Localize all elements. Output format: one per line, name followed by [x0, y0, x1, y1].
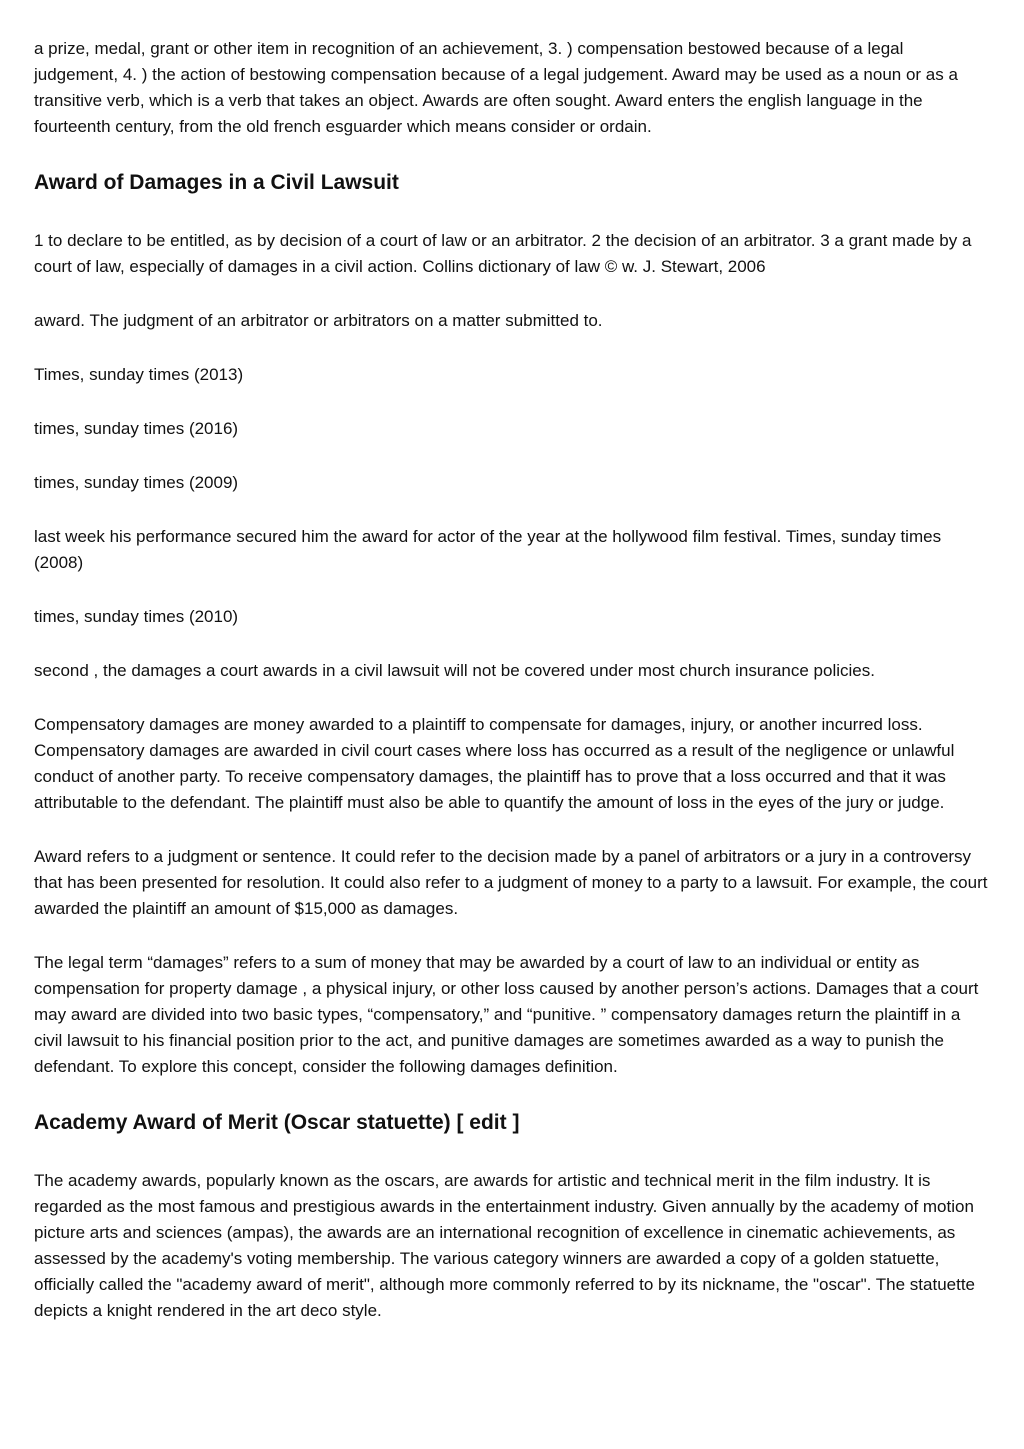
paragraph-definition: 1 to declare to be entitled, as by decision of a court of law or an arbitrator. 2 the decision of an arbitrator. 3 a grant made by a court of law, especially of damages in a civil action. Collins dictionary of law © w. J. Stewart, 2006: [34, 231, 972, 276]
citation-2016: times, sunday times (2016): [34, 419, 239, 438]
paragraph-compensatory-damages: Compensatory damages are money awarded to a plaintiff to compensate for damages, injury, or another incurred loss. Compensatory damages are awarded in civil court cases where loss has occurred as a result of the negligence or unlawful conduct of another party. To receive compensatory damages, the plaintiff has to prove that a loss occurred and that it was attributable to the defendant. The plaintiff must also be able to quantify the amount of loss in the eyes of the jury or judge.: [34, 715, 955, 812]
intro-paragraph: a prize, medal, grant or other item in recognition of an achievement, 3. ) compensation bestowed because of a legal judgement, 4. ) the action of bestowing compensation because of a legal judgement. Award may be used as a noun or as a transitive verb, which is a verb that takes an object. Awards are often sought. Award enters the english language in the fourteenth century, from the old french esguarder which means consider or ordain.: [34, 39, 958, 136]
paragraph-award-judgment: award. The judgment of an arbitrator or arbitrators on a matter submitted to.: [34, 311, 603, 330]
section-heading-damages: Award of Damages in a Civil Lawsuit: [34, 171, 399, 194]
citation-2013: Times, sunday times (2013): [34, 365, 244, 384]
section-heading-text: Academy Award of Merit (Oscar statuette): [34, 1111, 451, 1134]
paragraph-performance-2008: last week his performance secured him the award for actor of the year at the hollywood film festival. Times, sunday times (2008): [34, 527, 942, 572]
paragraph-award-judgment-sentence: Award refers to a judgment or sentence. It could refer to the decision made by a panel of arbitrators or a jury in a controversy that has been presented for resolution. It could also refer to a judgment of money to a party to a lawsuit. For example, the court awarded the plaintiff an amount of $15,000 as damages.: [34, 847, 988, 918]
paragraph-legal-term-damages: The legal term “damages” refers to a sum of money that may be awarded by a court of law to an individual or entity as compensation for property damage , a physical injury, or other loss caused by another person’s actions. Damages that a court may award are divided into two basic types, “compensatory,” and “punitive. ” compensatory damages return the plaintiff in a civil lawsuit to his financial position prior to the act, and punitive damages are sometimes awarded as a way to punish the defendant. To explore this concept, consider the following damages definition.: [34, 953, 979, 1076]
section-heading-academy-award: [34, 1108, 990, 1138]
citation-2009: times, sunday times (2009): [34, 473, 239, 492]
edit-link[interactable]: [ edit ]: [456, 1111, 520, 1134]
paragraph-academy-awards: The academy awards, popularly known as the oscars, are awards for artistic and technical merit in the film industry. It is regarded as the most famous and prestigious awards in the entertainment industry. Given annually by the academy of motion picture arts and sciences (ampas), the awards are an international recognition of excellence in cinematic achievements, as assessed by the academy's voting membership. The various category winners are awarded a copy of a golden statuette, officially called the "academy award of merit", although more commonly referred to by its nickname, the "oscar". The statuette depicts a knight rendered in the art deco style.: [34, 1171, 976, 1320]
citation-2010: times, sunday times (2010): [34, 607, 239, 626]
paragraph-church-insurance: second , the damages a court awards in a civil lawsuit will not be covered under most church insurance policies.: [34, 661, 875, 680]
